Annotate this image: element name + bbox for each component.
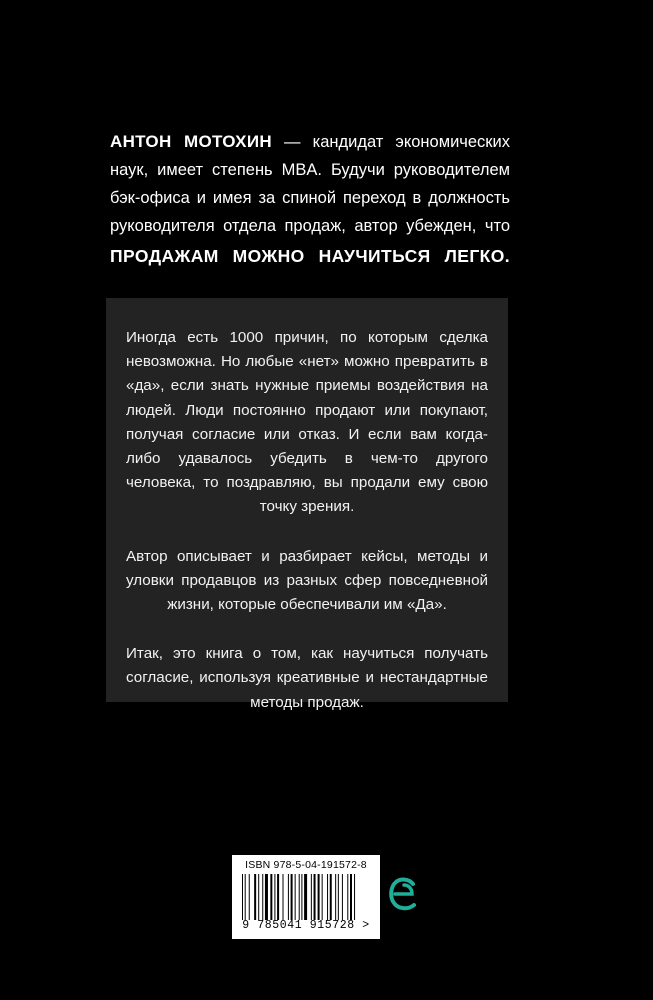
- blurb-paragraph-1: Иногда есть 1000 причин, по которым сделка невозможна. Но любые «нет» можно превратить в «да», если знать нужные приемы воздействия на людей. Люди постоянно продают или покупают, получая согласие или отказ. И если вам когда-либо удавалось убедить в чем-то другого человека, то поздравляю, вы продали ему свою точку зрения.: [126, 329, 488, 516]
- barcode-box: [232, 855, 380, 939]
- eksmo-logo-icon: [388, 872, 420, 918]
- blurb-paragraph-3: Итак, это книга о том, как научиться получать согласие, используя креативные и нестандартные методы продаж.: [126, 645, 488, 711]
- barcode-digits: 9 785041 915728 >: [242, 919, 370, 932]
- author-slogan: ПРОДАЖАМ МОЖНО НАУЧИТЬСЯ ЛЕГКО.: [110, 246, 510, 266]
- isbn-label: ISBN 978-5-04-191572-8: [245, 859, 367, 871]
- blurb-panel: [106, 298, 508, 711]
- author-name: АНТОН МОТОХИН: [110, 132, 272, 151]
- author-bio: — кандидат экономических наук, имеет степень MBA. Будучи руководителем бэк-офиса и имея за спиной переход в должность руководителя отдела продаж, автор убежден, что: [110, 133, 510, 235]
- author-block: [110, 128, 510, 270]
- blurb-paragraph-2: Автор описывает и разбирает кейсы, методы и уловки продавцов из разных сфер повседневной жизни, которые обеспечивали им «Да».: [126, 547, 488, 614]
- barcode-bars: [242, 874, 370, 920]
